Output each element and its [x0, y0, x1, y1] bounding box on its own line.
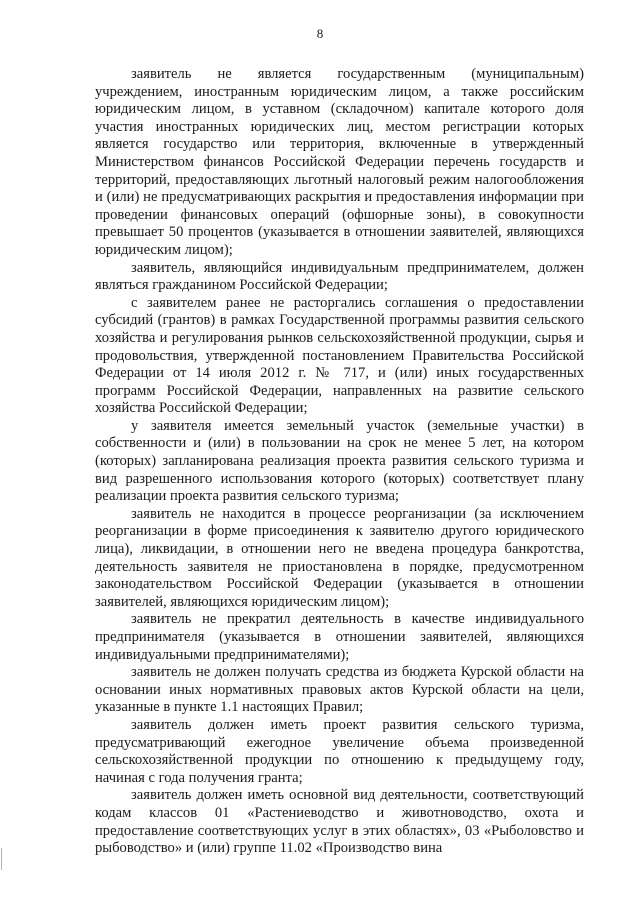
paragraph-no-other-budget-funds: заявитель не должен получать средства из бюджета Курской области на основании иных нормативных правовых актов Курской области на цели, указанные в пункте 1.1 настоящих Правил;	[95, 664, 584, 716]
paragraph-activity-not-ceased: заявитель не прекратил деятельность в качестве индивидуального предпринимателя (указывается в отношении заявителей, являющихся индивидуальными предпринимателями);	[95, 611, 584, 663]
paragraph-tourism-project: заявитель должен иметь проект развития сельского туризма, предусматривающий ежегодное увеличение объема произведенной сельскохозяйственной продукции по отношению к предыдущему году, начиная с года получения гранта;	[95, 716, 584, 786]
paragraph-entrepreneur-citizenship: заявитель, являющийся индивидуальным предпринимателем, должен являться гражданином Российской Федерации;	[95, 259, 584, 294]
page-number: 8	[316, 26, 324, 41]
scan-edge-mark	[1, 848, 2, 870]
paragraph-main-activity-codes: заявитель должен иметь основной вид деятельности, соответствующий кодам классов 01 «Растениеводство и животноводство, охота и предоставление соответствующих услуг в этих областях», 03 «Рыболовство и рыбоводство» и (или) группе 11.02 «Производство вина	[95, 787, 584, 857]
document-body	[95, 66, 584, 858]
paragraph-foreign-capital: заявитель не является государственным (муниципальным) учреждением, иностранным юридическим лицом, а также российским юридическим лицом, в уставном (складочном) капитале которого доля участия иностранных юридических лиц, местом регистрации которых является государство или территория, включенные в утвержденный Министерством финансов Российской Федерации перечень государств и территорий, предоставляющих льготный налоговый режим налогообложения и (или) не предусматривающих раскрытия и предоставления информации при проведении финансовых операций (офшорные зоны), в совокупности превышает 50 процентов (указывается в отношении заявителей, являющихся юридическим лицом);	[95, 66, 584, 258]
paragraph-no-reorganization: заявитель не находится в процессе реорганизации (за исключением реорганизации в форме присоединения к заявителю другого юридического лица), ликвидации, в отношении него не введена процедура банкротства, деятельность заявителя не приостановлена в порядке, предусмотренном законодательством Российской Федерации (указывается в отношении заявителей, являющихся юридическим лицом);	[95, 505, 584, 610]
paragraph-agreements-not-terminated: с заявителем ранее не расторгались соглашения о предоставлении субсидий (грантов) в рамках Государственной программы развития сельского хозяйства и регулирования рынков сельскохозяйственной продукции, сырья и продовольствия, утвержденной постановлением Правительства Российской Федерации от 14 июля 2012 г. № 717, и (или) иных государственных программ Российской Федерации, направленных на развитие сельского хозяйства Российской Федерации;	[95, 294, 584, 417]
paragraph-land-plot: у заявителя имеется земельный участок (земельные участки) в собственности и (или) в пользовании на срок не менее 5 лет, на котором (которых) запланирована реализация проекта развития сельского туризма и вид разрешенного использования которого (которых) соответствует плану реализации проекта развития сельского туризма;	[95, 417, 584, 505]
